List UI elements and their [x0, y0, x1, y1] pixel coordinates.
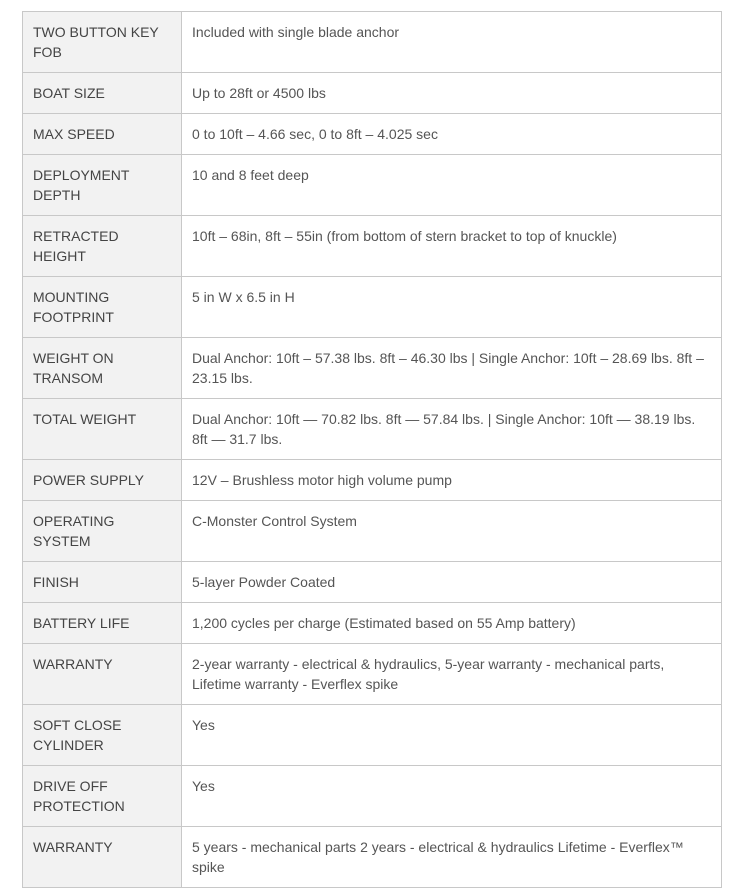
spec-value: 10 and 8 feet deep [182, 155, 722, 216]
spec-value: Yes [182, 766, 722, 827]
spec-label: WARRANTY [23, 644, 182, 705]
table-row [23, 766, 722, 827]
spec-value: Yes [182, 705, 722, 766]
table-row [23, 155, 722, 216]
table-row [23, 399, 722, 460]
table-row [23, 460, 722, 501]
spec-value: 5-layer Powder Coated [182, 562, 722, 603]
spec-value: Included with single blade anchor [182, 12, 722, 73]
spec-label: TOTAL WEIGHT [23, 399, 182, 460]
spec-label: MAX SPEED [23, 114, 182, 155]
spec-label: SOFT CLOSE CYLINDER [23, 705, 182, 766]
spec-value: 0 to 10ft – 4.66 sec, 0 to 8ft – 4.025 sec [182, 114, 722, 155]
table-row [23, 827, 722, 888]
spec-value: 10ft – 68in, 8ft – 55in (from bottom of stern bracket to top of knuckle) [182, 216, 722, 277]
spec-value: 5 years - mechanical parts 2 years - electrical & hydraulics Lifetime - Everflex™ spike [182, 827, 722, 888]
spec-label: DEPLOYMENT DEPTH [23, 155, 182, 216]
table-row [23, 562, 722, 603]
spec-label: RETRACTED HEIGHT [23, 216, 182, 277]
spec-value: 5 in W x 6.5 in H [182, 277, 722, 338]
table-row [23, 73, 722, 114]
spec-label: POWER SUPPLY [23, 460, 182, 501]
table-row [23, 501, 722, 562]
spec-value: C-Monster Control System [182, 501, 722, 562]
spec-label: WEIGHT ON TRANSOM [23, 338, 182, 399]
table-row [23, 12, 722, 73]
spec-value: Dual Anchor: 10ft — 70.82 lbs. 8ft — 57.84 lbs. | Single Anchor: 10ft — 38.19 lbs. 8ft — 31.7 lbs. [182, 399, 722, 460]
spec-value: 12V – Brushless motor high volume pump [182, 460, 722, 501]
spec-label: BOAT SIZE [23, 73, 182, 114]
spec-value: Up to 28ft or 4500 lbs [182, 73, 722, 114]
table-row [23, 705, 722, 766]
table-row [23, 277, 722, 338]
spec-label: BATTERY LIFE [23, 603, 182, 644]
spec-label: WARRANTY [23, 827, 182, 888]
table-row [23, 216, 722, 277]
specifications-table [22, 11, 722, 888]
table-row [23, 338, 722, 399]
table-row [23, 603, 722, 644]
spec-label: DRIVE OFF PROTECTION [23, 766, 182, 827]
spec-label: TWO BUTTON KEY FOB [23, 12, 182, 73]
spec-label: OPERATING SYSTEM [23, 501, 182, 562]
table-row [23, 644, 722, 705]
table-row [23, 114, 722, 155]
spec-label: MOUNTING FOOTPRINT [23, 277, 182, 338]
spec-value: 2-year warranty - electrical & hydraulics, 5-year warranty - mechanical parts, Lifetime warranty - Everflex spike [182, 644, 722, 705]
spec-label: FINISH [23, 562, 182, 603]
spec-value: 1,200 cycles per charge (Estimated based on 55 Amp battery) [182, 603, 722, 644]
spec-value: Dual Anchor: 10ft – 57.38 lbs. 8ft – 46.30 lbs | Single Anchor: 10ft – 28.69 lbs. 8ft – 23.15 lbs. [182, 338, 722, 399]
